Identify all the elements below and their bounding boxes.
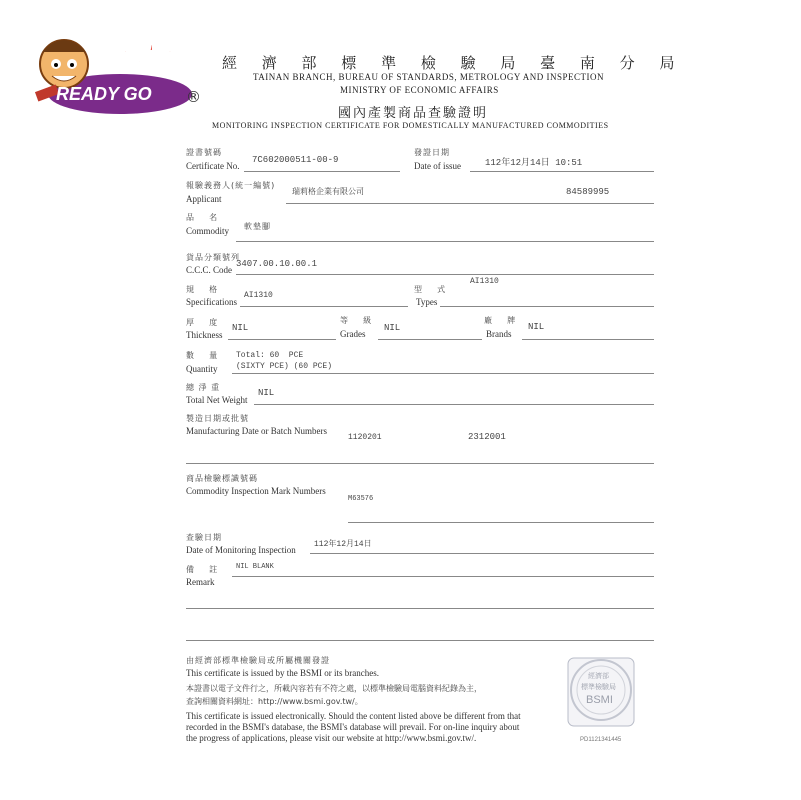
mfg-value-date: 1120201 [348,433,382,442]
certificate-title-en: MONITORING INSPECTION CERTIFICATE FOR DOMESTICALLY MANUFACTURED COMMODITIES [212,121,609,130]
issued-by-en: This certificate is issued by the BSMI or its branches. [186,668,379,678]
registered-mark: ® [186,88,201,106]
seal-code: PD1121341445 [580,737,622,743]
quantity-value-words: (SIXTY PCE) (60 PCE) [236,362,333,371]
remark-label-en: Remark [186,577,215,587]
monitor-date-label-en: Date of Monitoring Inspection [186,545,296,555]
monitor-date-label-zh: 查驗日期 [186,533,222,542]
electronic-notice-en-3: the progress of applications, please visit our website at http://www.bsmi.gov.tw/. [186,733,477,743]
spec-label-en: Specifications [186,297,237,307]
grades-label-en: Grades [340,329,366,339]
mfg-label-zh: 製造日期或批號 [186,414,249,423]
thickness-value: NIL [232,323,249,333]
issue-date-value: 112年12月14日 10:51 [485,158,583,168]
cert-no-value: 7C602000511-00-9 [252,155,339,165]
brands-label-en: Brands [486,329,512,339]
remark-label-zh: 備 註 [186,565,219,574]
commodity-label-en: Commodity [186,226,230,236]
grades-value: NIL [384,323,401,333]
thickness-label-en: Thickness [186,330,223,340]
ccc-label-en: C.C.C. Code [186,265,233,275]
electronic-notice-en-1: This certificate is issued electronically. Should the content listed above be different from that [186,711,521,721]
mark-label-en: Commodity Inspection Mark Numbers [186,486,326,496]
cert-no-label-zh: 證書號碼 [186,148,222,157]
seal-mid-text: 標準檢驗局 [581,683,616,691]
applicant-id: 84589995 [566,187,610,197]
thickness-label-zh: 厚 度 [186,318,219,327]
net-weight-label-zh: 總 淨 重 [186,383,221,392]
commodity-label-zh: 品 名 [186,213,219,222]
logo-brand-en: READY GO [56,84,152,104]
electronic-notice-zh-1: 本證書以電子文件行之，所載內容若有不符之處，以標準檢驗局電腦資料紀錄為主， [186,684,482,693]
ccc-value: 3407.00.10.00.1 [236,259,318,269]
mfg-value-batch: 2312001 [468,432,506,442]
branch-title-en: TAINAN BRANCH, BUREAU OF STANDARDS, METROLOGY AND INSPECTION [253,72,604,82]
applicant-label-zh: 報驗義務人(統一編號) [186,181,276,190]
type-value: AI1310 [470,277,499,286]
monitor-date-value: 112年12月14日 [314,540,372,549]
grades-label-zh: 等 級 [340,316,373,325]
commodity-value: 軟墊腳 [244,222,271,231]
remark-value: NIL BLANK [236,563,274,571]
issued-by-zh: 由經濟部標準檢驗局或所屬機關發證 [186,656,330,665]
mark-value: M63576 [348,495,374,503]
seal-bsmi-text: BSMI [586,694,613,706]
mfg-label-en: Manufacturing Date or Batch Numbers [186,426,327,436]
net-weight-value: NIL [258,388,275,398]
electronic-notice-zh-2: 查詢相關資料網址：http://www.bsmi.gov.tw/。 [186,697,363,706]
issue-date-label-zh: 發證日期 [414,148,450,157]
type-label-en: Types [416,297,438,307]
spec-label-zh: 規 格 [186,285,219,294]
ministry-title-en: MINISTRY OF ECONOMIC AFFAIRS [340,85,499,95]
ministry-title-zh: 經 濟 部 標 準 檢 驗 局 臺 南 分 局 [222,54,685,72]
electronic-notice-en-2: recorded in the BSMI's database, the BSMI's database will prevail. For on-line inquiry about [186,722,520,732]
seal-icon [566,656,636,728]
ccc-label-zh: 貨品分類號列 [186,253,240,262]
issue-date-label-en: Date of issue [414,161,461,171]
applicant-label-en: Applicant [186,194,222,204]
logo-brand-zh: 瑞莉格 [90,37,174,68]
quantity-label-zh: 數 量 [186,351,219,360]
mark-label-zh: 商品檢驗標識號碼 [186,474,258,483]
spec-value: AI1310 [244,291,273,300]
brands-label-zh: 廠 牌 [484,316,517,325]
brand-logo [22,22,212,114]
quantity-label-en: Quantity [186,364,218,374]
type-label-zh: 型 式 [414,285,447,294]
quantity-value-total: Total: 60 PCE [236,351,304,360]
applicant-value: 瑞莉格企業有限公司 [292,187,364,196]
seal-top-text: 經濟部 [588,672,609,680]
brands-value: NIL [528,322,545,332]
net-weight-label-en: Total Net Weight [186,395,248,405]
certificate-title-zh: 國內產製商品查驗證明 [338,106,489,121]
bsmi-seal [566,656,636,728]
cert-no-label-en: Certificate No. [186,161,240,171]
